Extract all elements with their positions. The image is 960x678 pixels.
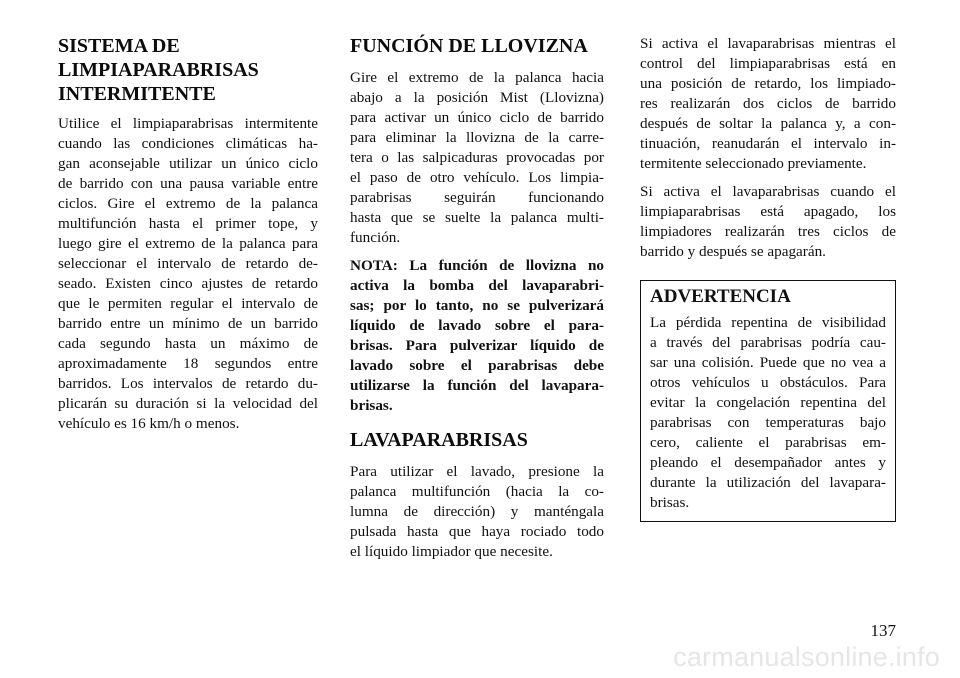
text-line: que le permiten regular el intervalo de [58, 295, 318, 312]
text-line: barridos. Los intervalos de retardo du- [58, 375, 318, 392]
paragraph-lavaparabrisas [350, 462, 604, 562]
section-title-llovizna: FUNCIÓN DE LLOVIZNA [350, 35, 588, 57]
paragraph-lavaparabrisas-apagado [640, 182, 896, 262]
note-llovizna [350, 256, 604, 416]
text-line: parabrisas con temperaturas bajo [650, 414, 886, 431]
text-line: gan aconsejable utilizar un único ciclo [58, 155, 318, 172]
text-line: evitar la congelación repentina del [650, 394, 886, 411]
text-line: abajo a la posición Mist (Llovizna) [350, 89, 604, 106]
text-line: cero, caliente el parabrisas em- [650, 434, 886, 451]
text-line: vehículo es 16 km/h o menos. [58, 415, 240, 432]
text-line: brisas. Para pulverizar líquido de [350, 337, 604, 354]
text-line: pulsada hasta que haya rociado todo [350, 523, 604, 540]
text-line: de barrido con una pausa variable entre [58, 175, 318, 192]
text-line: parabrisas seguirán funcionando [350, 189, 604, 206]
text-line: NOTA: La función de llovizna no [350, 257, 604, 274]
text-line: pleando el desempañador antes y [650, 454, 886, 471]
text-line: brisas. [350, 397, 393, 414]
text-line: después de soltar la palanca y, a con- [640, 115, 896, 132]
section-title-lavaparabrisas: LAVAPARABRISAS [350, 429, 528, 451]
warning-text [650, 313, 886, 513]
text-line: sas; por lo tanto, no se pulverizará [350, 297, 604, 314]
text-line: una posición de retardo, los limpiado- [640, 75, 896, 92]
text-line: aproximadamente 18 segundos entre [58, 355, 318, 372]
text-line: barrido y después se apagarán. [640, 243, 826, 260]
text-line: Para utilizar el lavado, presione la [350, 463, 604, 480]
text-line: otros vehículos u obstáculos. Para [650, 374, 886, 391]
text-line: termitente seleccionado previamente. [640, 155, 867, 172]
title-line: INTERMITENTE [58, 83, 216, 105]
paragraph-llovizna [350, 68, 604, 248]
text-line: Si activa el lavaparabrisas mientras el [640, 35, 896, 52]
text-line: lumna de dirección) y manténgala [350, 503, 604, 520]
text-line: limpiadores realizarán tres ciclos de [640, 223, 896, 240]
text-line: seleccionar el intervalo de retardo de- [58, 255, 318, 272]
text-line: tinuación, reanudarán el intervalo in- [640, 135, 896, 152]
text-line: seado. Existen cinco ajustes de retardo [58, 275, 318, 292]
column-middle [350, 34, 604, 570]
text-line: activa la bomba del lavaparabri- [350, 277, 604, 294]
text-line: brisas. [650, 494, 690, 511]
text-line: limpiaparabrisas está apagado, los [640, 203, 896, 220]
text-line: barrido entre un mínimo de un barrido [58, 315, 318, 332]
warning-box [640, 280, 896, 522]
text-line: hasta que se suelte la palanca multi- [350, 209, 604, 226]
title-line: SISTEMA DE [58, 35, 180, 57]
text-line: utilizarse la función del lavapara- [350, 377, 604, 394]
text-line: durante la utilización del lavapara- [650, 474, 886, 491]
text-line: control del limpiaparabrisas está en [640, 55, 896, 72]
text-line: res realizarán dos ciclos de barrido [640, 95, 896, 112]
text-line: el paso de otro vehículo. Los limpia- [350, 169, 604, 186]
paragraph-intermitente [58, 114, 318, 434]
text-line: el líquido limpiador que necesite. [350, 543, 553, 560]
title-line: LIMPIAPARABRISAS [58, 59, 259, 81]
text-line: ciclos. Gire el extremo de la palanca [58, 195, 318, 212]
text-line: sar una colisión. Puede que no vea a [650, 354, 886, 371]
text-line: Gire el extremo de la palanca hacia [350, 69, 604, 86]
text-line: para eliminar la llovizna de la carre- [350, 129, 604, 146]
text-line: para activar un único ciclo de barrido [350, 109, 604, 126]
text-line: a través del parabrisas podría cau- [650, 334, 886, 351]
warning-title: ADVERTENCIA [650, 286, 791, 307]
text-line: palanca multifunción (hacia la co- [350, 483, 604, 500]
text-line: luego gire el extremo de la palanca para [58, 235, 318, 252]
column-left [58, 34, 318, 442]
text-line: cada segundo hasta un máximo de [58, 335, 318, 352]
text-line: Utilice el limpiaparabrisas intermitente [58, 115, 318, 132]
text-line: cuando las condiciones climáticas ha- [58, 135, 318, 152]
section-title-intermitente [58, 34, 318, 106]
paragraph-lavaparabrisas-retardo [640, 34, 896, 174]
column-right [640, 34, 896, 522]
text-line: Si activa el lavaparabrisas cuando el [640, 183, 896, 200]
text-line: líquido de lavado sobre el para- [350, 317, 604, 334]
text-line: lavado sobre el parabrisas debe [350, 357, 604, 374]
text-line: multifunción hasta el primer tope, y [58, 215, 318, 232]
page-number: 137 [870, 621, 896, 640]
text-line: La pérdida repentina de visibilidad [650, 314, 886, 331]
text-line: función. [350, 229, 401, 246]
watermark: carmanualsonline.info [673, 642, 940, 672]
text-line: plicarán su duración si la velocidad del [58, 395, 318, 412]
text-line: tera o las salpicaduras provocadas por [350, 149, 604, 166]
